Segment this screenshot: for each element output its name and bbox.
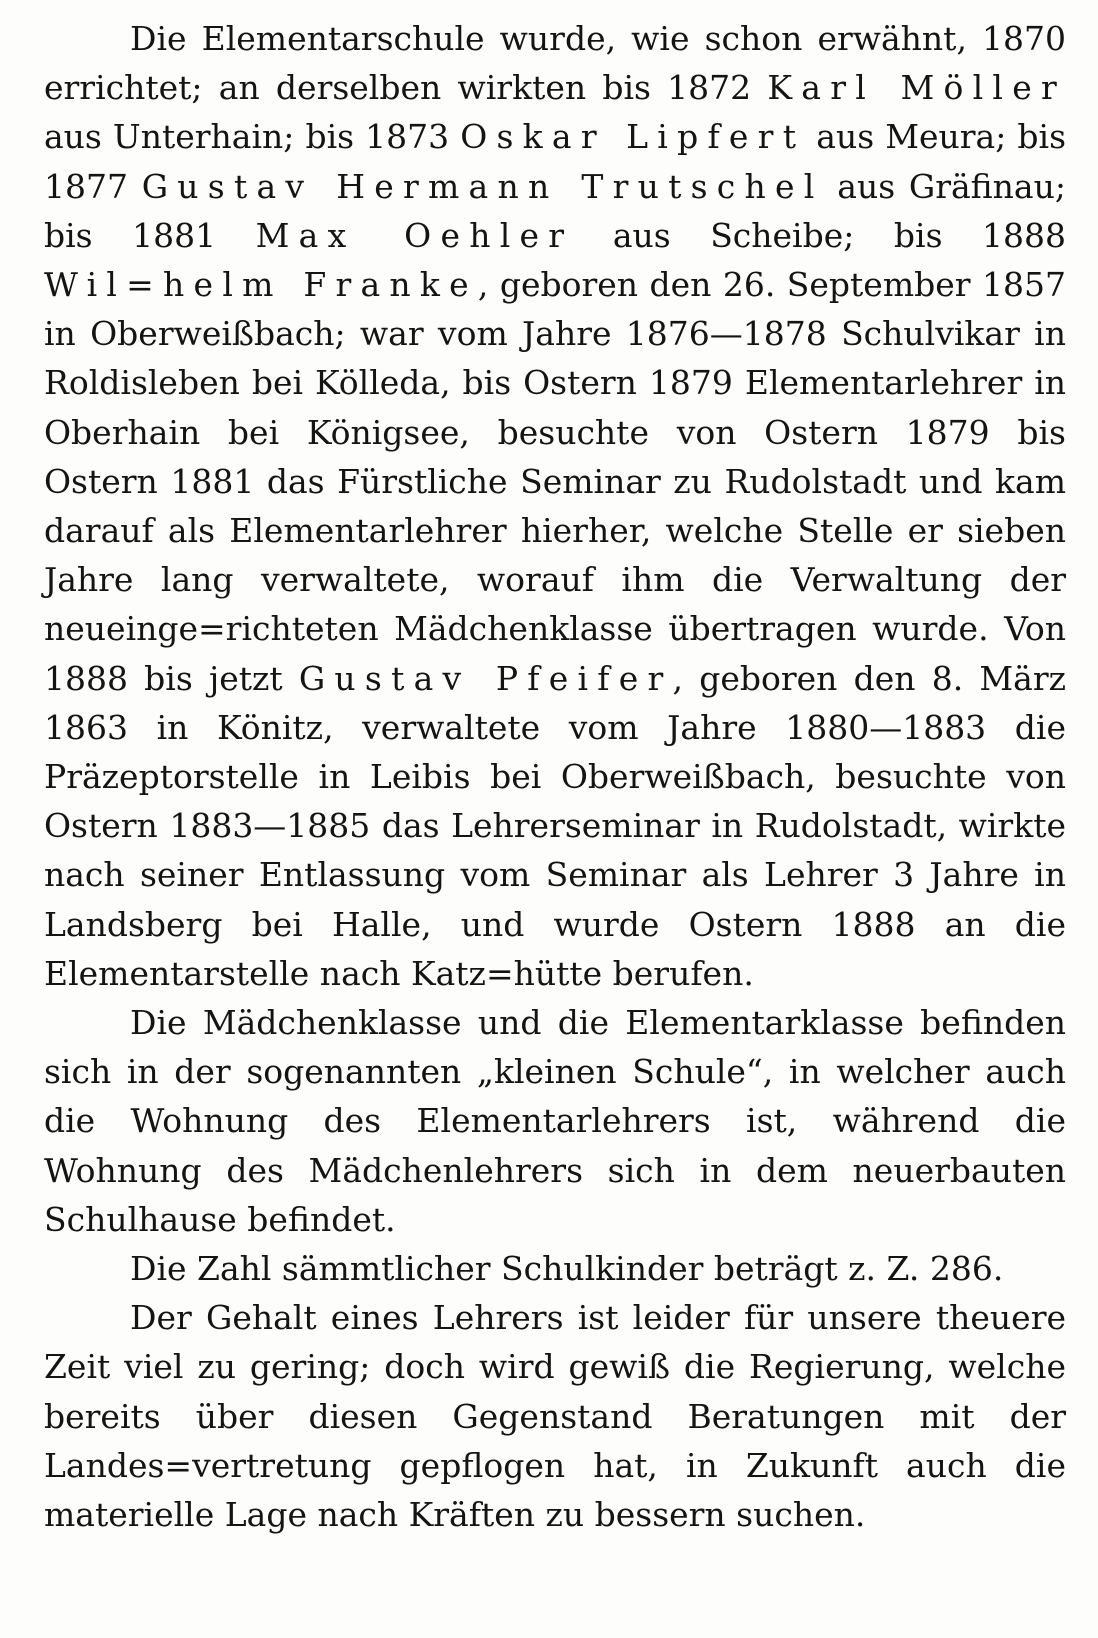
text-segment: aus Meura; bis 1877	[44, 117, 1067, 206]
text-segment: , geboren den 26. September 1857 in Oberweißbach; war vom Jahre 1876—1878 Schulvikar in Roldisleben bei Kölleda, bis Ostern 1879 Elementarlehrer in Oberhain bei Königsee, besuchte von Ostern 1879 bis Ostern 1881 das Fürstliche Seminar zu Rudolstadt und kam darauf als Elementarlehrer hierher, welche Stelle er sieben Jahre lang verwaltete, worauf ihm die Verwaltung der neueinge=richteten Mädchenklasse übertragen wurde. Von 1888 bis jetzt	[44, 265, 1066, 698]
teacher-name: Max Oehler	[255, 215, 574, 255]
paragraph-teachers	[44, 14, 1066, 998]
paragraph-school-buildings	[44, 998, 1066, 1244]
body-text	[44, 14, 1066, 1539]
text-segment: Die Elementarschule wurde, wie schon erwähnt, 1870 errichtet; an derselben wirkten bis 1872	[44, 19, 1066, 108]
teacher-name: Gustav Hermann Trutschel	[141, 166, 824, 206]
text-segment: aus Gräfinau; bis 1881	[44, 166, 1066, 255]
text-segment: Die Zahl sämmtlicher Schulkinder beträgt z. Z. 286.	[130, 1249, 1004, 1289]
teacher-name: Karl Möller	[767, 68, 1066, 108]
teacher-name: Wil=helm Franke	[44, 265, 478, 305]
teacher-name: Gustav Pfeifer	[298, 658, 673, 698]
teacher-name: Oskar Lipfert	[460, 117, 806, 157]
text-segment: Die Mädchenklasse und die Elementarklasse befinden sich in der sogenannten „kleinen Schule“, in welcher auch die Wohnung des Elementarlehrers ist, während die Wohnung des Mädchenlehrers sich in dem neuerbauten Schulhause befindet.	[44, 1003, 1066, 1239]
text-segment: Der Gehalt eines Lehrers ist leider für unsere theuere Zeit viel zu gering; doch wird gewiß die Regierung, welche bereits über diesen Gegenstand Beratungen mit der Landes=vertretung gepflogen hat, in Zukunft auch die materielle Lage nach Kräften zu bessern suchen.	[44, 1298, 1066, 1535]
paragraph-pupil-count	[44, 1244, 1066, 1293]
text-segment: , geboren den 8. März 1863 in Könitz, verwaltete vom Jahre 1880—1883 die Präzeptorstelle in Leibis bei Oberweißbach, besuchte von Ostern 1883—1885 das Lehrerseminar in Rudolstadt, wirkte nach seiner Entlassung vom Seminar als Lehrer 3 Jahre in Landsberg bei Halle, und wurde Ostern 1888 an die Elementarstelle nach Katz=hütte berufen.	[44, 658, 1066, 993]
paragraph-salary	[44, 1293, 1066, 1539]
text-segment: aus Unterhain; bis 1873	[44, 117, 461, 157]
text-segment: aus Scheibe; bis 1888	[573, 215, 1066, 255]
